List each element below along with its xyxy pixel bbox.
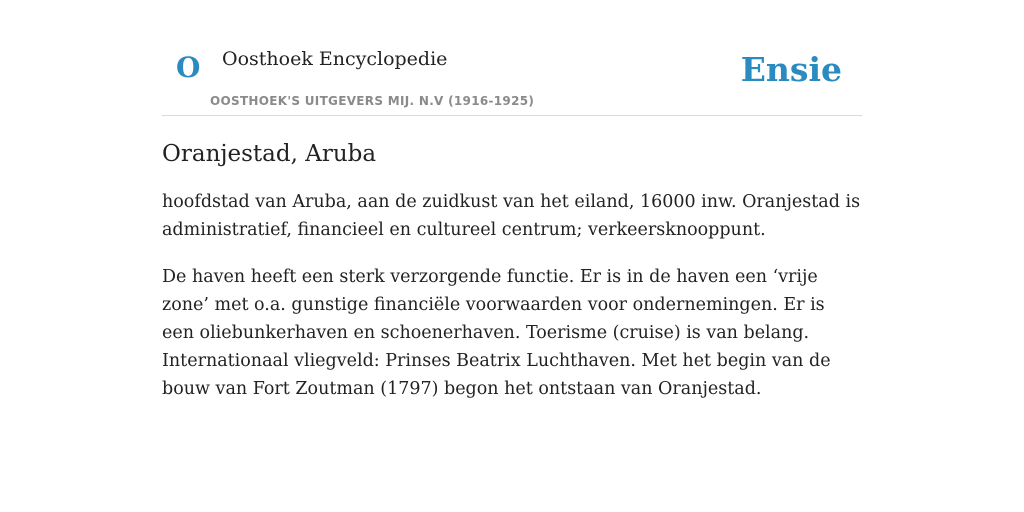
source-publisher: OOSTHOEK'S UITGEVERS MIJ. N.V (1916-1925) <box>210 94 535 108</box>
source-logo[interactable]: O <box>176 51 201 84</box>
article <box>162 138 862 422</box>
article-title: Oranjestad, Aruba <box>162 141 377 167</box>
source-header <box>162 40 862 116</box>
source-title[interactable]: Oosthoek Encyclopedie <box>222 48 448 70</box>
article-paragraph: hoofdstad van Aruba, aan de zuidkust van het eiland, 16000 inw. Oranjestad is administratief, financieel en cultureel centrum; verkeersknooppunt. <box>162 192 861 240</box>
article-paragraph: De haven heeft een sterk verzorgende functie. Er is in de haven een ‘vrije zone’ met o.a. gunstige financiële voorwaarden voor ondernemingen. Er is een oliebunkerhaven en schoenerhaven. Toerisme (cruise) is van belang. Internationaal vliegveld: Prinses Beatrix Luchthaven. Met het begin van de bouw van Fort Zoutman (1797) begon het ontstaan van Oranjestad. <box>162 267 831 399</box>
brand-logo-link[interactable]: Ensie <box>740 50 842 89</box>
